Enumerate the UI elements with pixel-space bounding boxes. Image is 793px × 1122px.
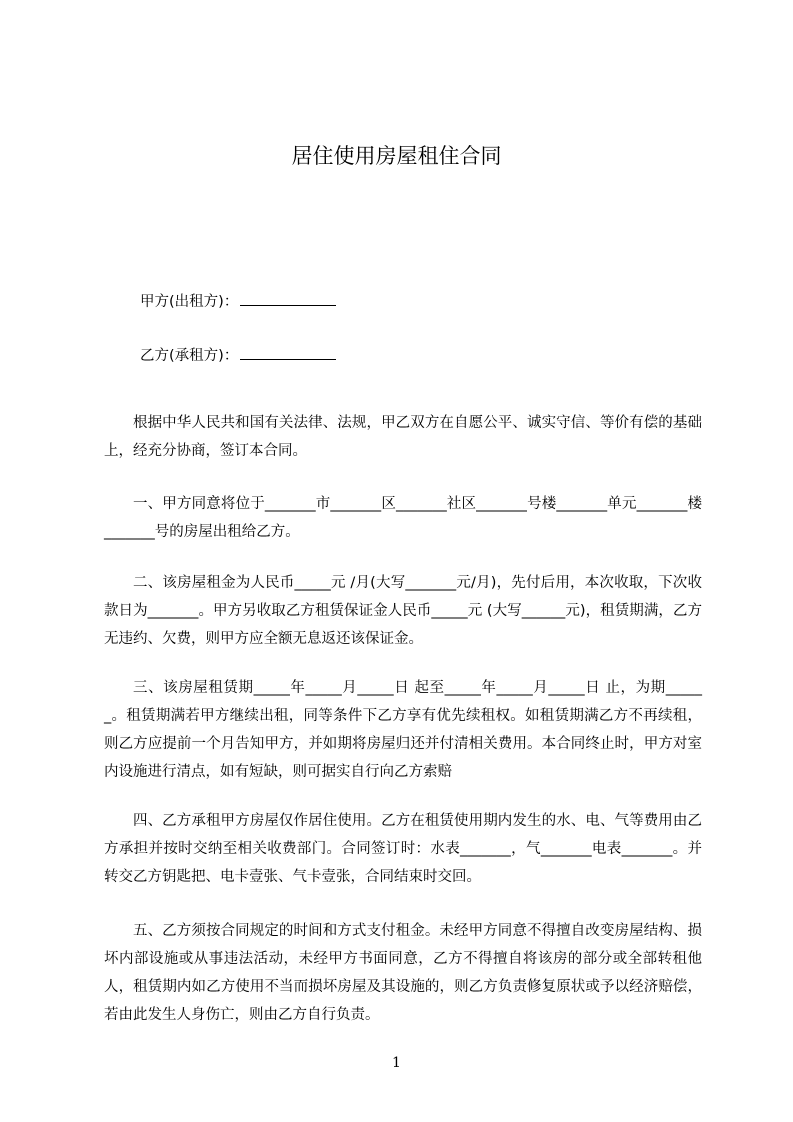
party-a-line — [140, 290, 336, 312]
page-number: 1 — [392, 1055, 401, 1071]
party-b-blank — [240, 344, 336, 360]
clause-5-obligations: 五、乙方须按合同规定的时间和方式支付租金。未经甲方同意不得擅自改变房屋结构、损坏内部设施或从事违法活动，未经甲方书面同意，乙方不得擅自将该房的部分或全部转租他人，租赁期内如乙方使用不当而损坏房屋及其设施的，则乙方负责修复原状或予以经济赔偿，若由此发生人身伤亡，则由乙方自行负责。 — [104, 922, 702, 1023]
clause-3-term: 三、该房屋租赁期_____年_____月_____日 起至_____年_____月_____日 止，为期______。租赁期满若甲方继续出租，同等条件下乙方享有优先续租权。如租赁期满乙方不再续租，则乙方应提前一个月告知甲方，并如期将房屋归还并付清相关费用。本合同终止时，甲方对室内设施进行清点，如有短缺，则可据实自行向乙方索赔 — [104, 679, 702, 780]
document-title: 居住使用房屋租住合同 — [291, 144, 502, 168]
clause-2-rent: 二、该房屋租金为人民币_____元 /月(大写_______元/月)，先付后用，本次收取，下次收款日为_______。甲方另收取乙方租赁保证金人民币_____元 (大写______元)，租赁期满，乙方无违约、欠费，则甲方应全额无息返还该保证金。 — [104, 574, 702, 647]
party-b-line — [140, 344, 336, 366]
party-b-label: 乙方(承租方)： — [140, 348, 239, 364]
clause-1-location: 一、甲方同意将位于_______市_______区_______社区_______号楼_______单元_______楼_______号的房屋出租给乙方。 — [104, 495, 702, 540]
party-a-label: 甲方(出租方)： — [140, 294, 239, 310]
preamble-paragraph: 根据中华人民共和国有关法律、法规，甲乙双方在自愿公平、诚实守信、等价有偿的基础上，经充分协商，签订本合同。 — [104, 414, 702, 459]
party-a-blank — [240, 290, 336, 306]
clause-4-utilities: 四、乙方承租甲方房屋仅作居住使用。乙方在租赁使用期内发生的水、电、气等费用由乙方承担并按时交纳至相关收费部门。合同签订时：水表_______，气_______电表_______。并转交乙方钥匙把、电卡壹张、气卡壹张，合同结束时交回。 — [104, 812, 702, 885]
